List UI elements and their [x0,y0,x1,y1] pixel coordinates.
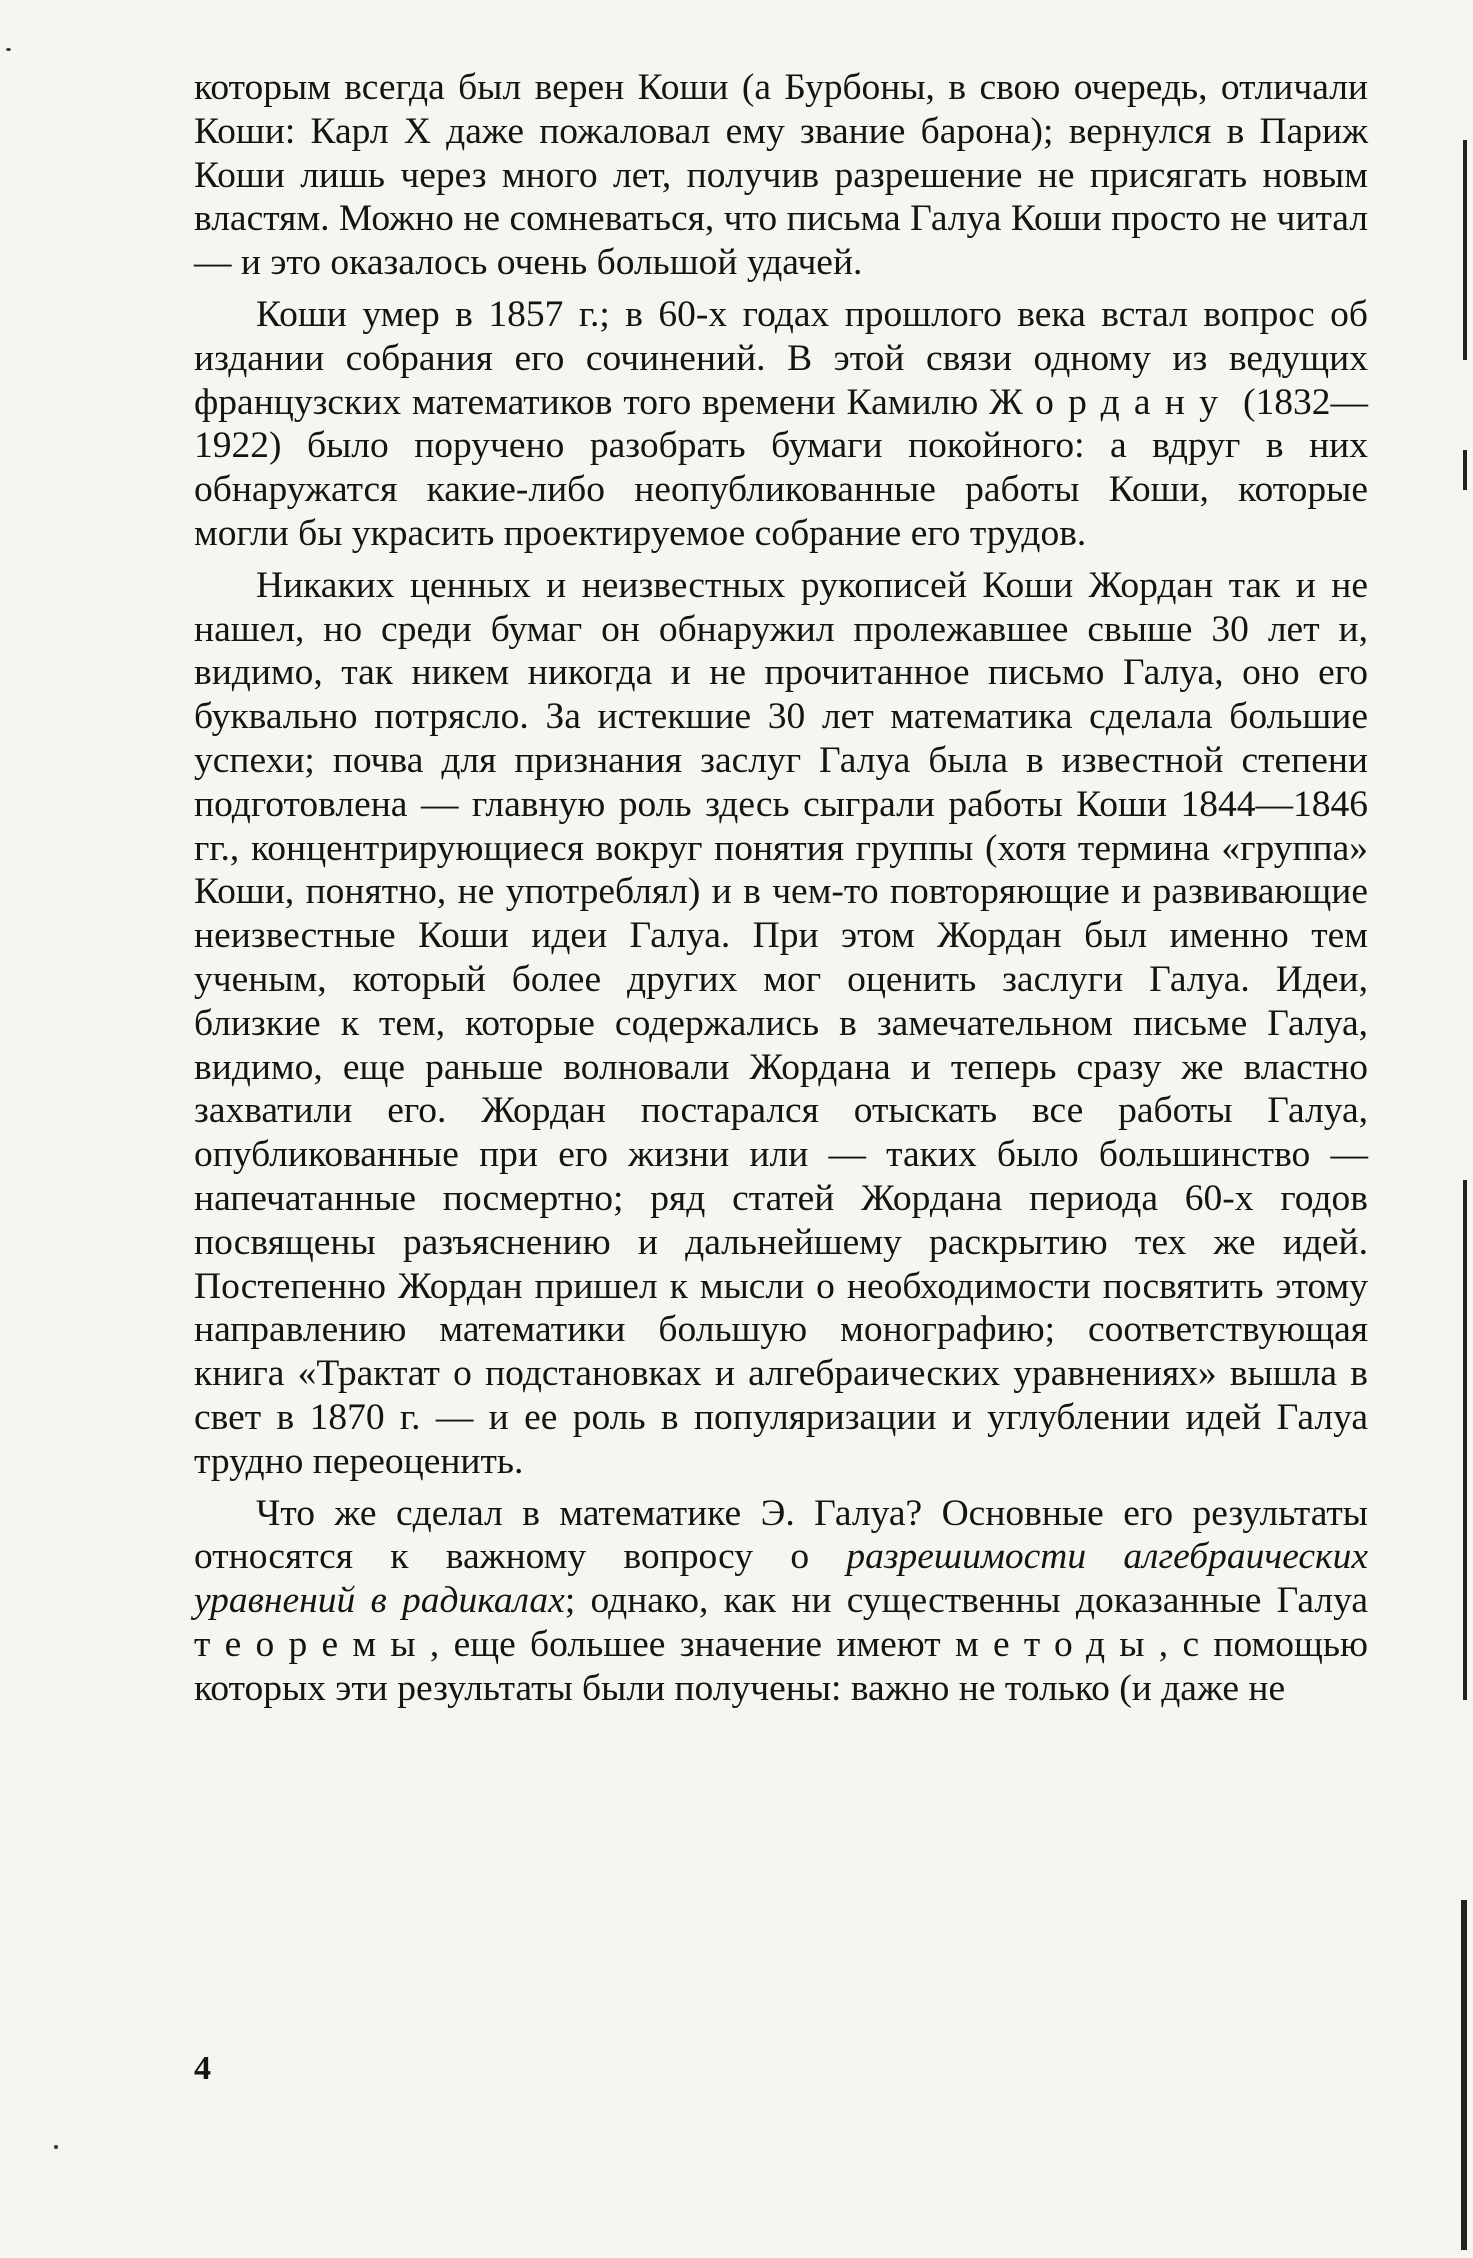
paragraph-3: Никаких ценных и неизвестных рукописей Коши Жордан так и не нашел, но среди бумаг он обнаружил пролежавшее свыше 30 лет и, видимо, так никем никогда и не прочитанное письмо Галуа, оно его буквально потрясло. За истекшие 30 лет математика сделала большие успехи; почва для признания заслуг Галуа была в известной степени подготовлена — главную роль здесь сыграли работы Коши 1844—1846 гг., концентрирующиеся вокруг понятия группы (хотя термина «группа» Коши, понятно, не употреблял) и в чем-то повторяющие и развивающие неизвестные Коши идеи Галуа. При этом Жордан был именно тем ученым, который более других мог оценить заслуги Галуа. Идеи, близкие к тем, которые содержались в замечательном письме Галуа, видимо, еще раньше волновали Жордана и теперь сразу же властно захватили его. Жордан постарался отыскать все работы Галуа, опубликованные при его жизни или — таких было большинство — напечатанные посмертно; ряд статей Жордана периода 60-х годов посвящены разъяснению и дальнейшему раскрытию тех же идей. Постепенно Жордан пришел к мысли о необходимости посвятить этому направлению математики большую монографию; соответствующая книга «Трактат о подстановках и алгебраических уравнениях» вышла в свет в 1870 г. — и ее роль в популяризации и углублении идей Галуа трудно переоценить. [194,564,1368,1482]
scan-edge-mark [1463,450,1467,490]
scan-edge-mark [1463,140,1467,360]
paragraph-4-mid: ; однако, как ни существенны доказанные Галуа [564,1580,1368,1622]
paragraph-4-start: Что же сделал в математике Э. Галуа? Основные его результаты относятся к важному вопросу о [194,1492,1368,1578]
paragraph-4-end: , с помощью которых эти результаты были получены: важно не только (и даже не [194,1623,1368,1709]
scan-edge-mark [1463,1180,1467,1700]
scan-speck [54,2145,58,2149]
page-number: 4 [194,2050,211,2087]
spaced-name-jordan: Жордану [989,381,1233,423]
paragraph-2-start: Коши умер в 1857 г.; в 60-х годах прошлого века встал вопрос об издании собрания его сочинений. В этой связи одному из ведущих французских математиков того времени Камилю [194,293,1368,423]
page-body [194,66,1368,1710]
scan-edge-mark [1461,1900,1467,2250]
scan-speck [6,48,11,51]
italic-phrase: разрешимости алгебраических уравнений в радикалах [194,1536,1368,1622]
spaced-word-methods: методы [955,1623,1159,1665]
paragraph-1: которым всегда был верен Коши (а Бурбоны, в свою очередь, отличали Коши: Карл X даже пожаловал ему звание барона); вернулся в Париж Коши лишь через много лет, получив разрешение не присягать новым властям. Можно не сомневаться, что письма Галуа Коши просто не читал — и это оказалось очень большой удачей. [194,67,1368,284]
paragraph-4-mid2: , еще большее значение имеют [429,1623,956,1665]
spaced-word-theorems: теоремы [194,1623,430,1665]
paragraph-4 [194,1492,1368,1711]
paragraph-2 [194,293,1368,556]
paragraph-2-end: (1832—1922) было поручено разобрать бумаги покойного: а вдруг в них обнаружатся какие-либо неопубликованные работы Коши, которые могли бы украсить проектируемое собрание его трудов. [194,381,1368,554]
